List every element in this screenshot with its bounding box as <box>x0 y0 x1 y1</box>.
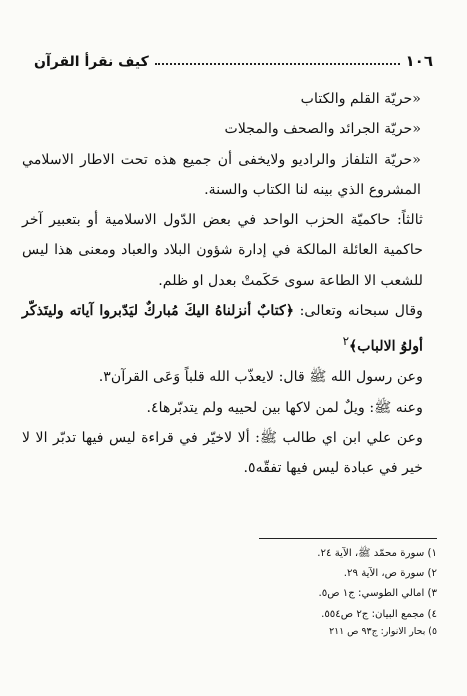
footnote: ٤) مجمع البيان: ج٢ ص٥٥٤. <box>321 608 437 620</box>
footnotes <box>150 544 437 639</box>
paragraph: وعن علي ابن اي طالب ﷺ: ألا لاخيّر في قراءة ليس فيها تدبّر الا لا خير في عبادة ليس فيها تفقّه٥. <box>22 430 423 477</box>
page-header <box>28 46 433 70</box>
list-item: «حريّة القلم والكتاب <box>300 91 421 107</box>
paragraph <box>22 296 437 362</box>
footnote: ٣) امالي الطوسي: ج١ ص٥. <box>318 588 437 600</box>
main-text <box>22 84 437 484</box>
verse-intro: وقال سبحانه وتعالى: <box>294 303 423 320</box>
list-item: «حريّة الجرائد والصحف والمجلات <box>224 121 421 138</box>
footnote-ref: ٢ <box>342 334 349 349</box>
footnote: ١) سورة محمّد ﷺ، الآية ٢٤. <box>317 548 437 559</box>
list-item: «حريّة التلفاز والراديو ولايخفى أن جميع هذه تحت الاطار الاسلامي المشروع الذي بينه لنا الكتاب والسنة. <box>22 151 421 198</box>
page-number: ١٠٦ <box>405 52 433 70</box>
footnote: ٢) سورة ص، الآية ٢٩. <box>343 568 437 580</box>
paragraph: وعن رسول الله ﷺ قال: لايعذّب الله قلباً وَعَى القرآن٣. <box>98 369 423 386</box>
header-dotted-rule <box>155 63 400 65</box>
quran-verse: ﴿كتابٌ أنزلناهُ اليكَ مُباركٌ ليَدّبروا آياته وليتَذكّر أولوُ الالباب﴾ <box>22 303 423 356</box>
footnote: ٥) بحار الانوار: ج٩٣ ص ٢١١ <box>329 625 437 637</box>
paragraph: وعنه ﷺ: ويلٌ لمن لاكها بين لحييه ولم يتدبّرها٤. <box>146 399 423 416</box>
paragraph: ثالثاً: حاكميّة الحزب الواحد في بعض الدّول الاسلامية أو بتعبير آخر حاكمية العائلة المالكة في إدارة شؤون البلاد والعباد ومعنى هذا ليس للشعب الا الطاعة سوى حَكَمتْ بعدل او ظلم. <box>22 212 423 289</box>
footnote-divider <box>259 538 437 539</box>
running-title: كيف نقرأ القرآن <box>34 54 149 70</box>
